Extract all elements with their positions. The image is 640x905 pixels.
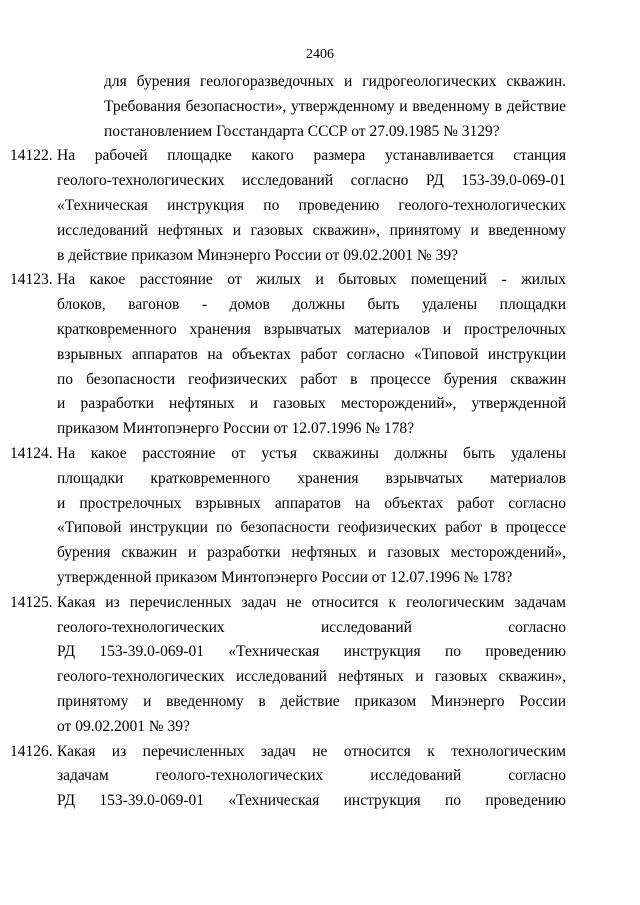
text-line: бурения скважин и разработки нефтяных и газовых месторождений»,	[57, 544, 566, 562]
text-line: постановлением Госстандарта СССР от 27.09.1985 № 3129?	[104, 122, 500, 140]
text-line: Требования безопасности», утвержденному и введенному в действие	[104, 97, 566, 115]
text-line: и прострелочных взрывных аппаратов на объектах работ согласно	[57, 494, 566, 512]
text-line	[10, 144, 566, 169]
text-line: приказом Минтопэнерго России от 12.07.1996 № 178?	[57, 420, 415, 438]
question-text: На какое расстояние от устья скважины должны быть удалены	[57, 444, 566, 462]
text-line	[10, 268, 566, 293]
question-number: 14124.	[10, 444, 53, 462]
question-14126	[10, 740, 566, 814]
text-line: исследований нефтяных и газовых скважин», принятому и введенному	[57, 221, 566, 239]
text-line: задачам геолого-технологических исследований согласно	[57, 767, 566, 785]
question-14124	[10, 442, 566, 591]
question-14123	[10, 268, 566, 442]
text-line: геолого-технологических исследований нефтяных и газовых скважин»,	[57, 668, 566, 686]
question-text: На рабочей площадке какого размера устанавливается станция	[57, 147, 566, 165]
text-line: РД 153-39.0-069-01 «Техническая инструкция по проведению	[57, 643, 566, 661]
document-body	[10, 70, 566, 814]
text-line: геолого-технологических исследований согласно	[57, 618, 566, 636]
question-14122	[10, 144, 566, 268]
intro-paragraph	[104, 70, 566, 144]
text-line: РД 153-39.0-069-01 «Техническая инструкция по проведению	[57, 792, 566, 810]
question-number: 14126.	[10, 742, 53, 760]
text-line: площадки кратковременного хранения взрывчатых материалов	[57, 469, 566, 487]
text-line	[10, 591, 566, 616]
text-line: взрывных аппаратов на объектах работ согласно «Типовой инструкции	[57, 345, 566, 363]
text-line: принятому и введенному в действие приказом Минэнерго России	[57, 692, 566, 710]
page-number: 2406	[306, 47, 334, 62]
question-number: 14123.	[10, 271, 53, 289]
text-line	[10, 442, 566, 467]
text-line: блоков, вагонов - домов должны быть удалены площадки	[57, 296, 566, 314]
text-line	[10, 740, 566, 765]
text-line: для бурения геологоразведочных и гидрогеологических скважин.	[104, 73, 566, 90]
text-line: и разработки нефтяных и газовых месторождений», утвержденной	[57, 395, 566, 413]
text-line: в действие приказом Минэнерго России от 09.02.2001 № 39?	[57, 246, 458, 264]
text-line: от 09.02.2001 № 39?	[57, 717, 190, 735]
text-line: утвержденной приказом Минтопэнерго России от 12.07.1996 № 178?	[57, 568, 513, 586]
text-line: «Типовой инструкции по безопасности геофизических работ в процессе	[57, 519, 566, 537]
text-line: «Техническая инструкция по проведению геолого-технологических	[57, 196, 566, 214]
text-line: геолого-технологических исследований согласно РД 153-39.0-069-01	[57, 172, 566, 190]
text-line: кратковременного хранения взрывчатых материалов и прострелочных	[57, 320, 566, 338]
text-line: по безопасности геофизических работ в процессе бурения скважин	[57, 370, 566, 388]
question-number: 14125.	[10, 593, 53, 611]
question-number: 14122.	[10, 147, 53, 165]
question-14125	[10, 591, 566, 740]
question-text: Какая из перечисленных задач не относится к технологическим	[57, 742, 566, 760]
question-text: На какое расстояние от жилых и бытовых помещений - жилых	[57, 271, 566, 289]
question-text: Какая из перечисленных задач не относится к геологическим задачам	[57, 593, 566, 611]
